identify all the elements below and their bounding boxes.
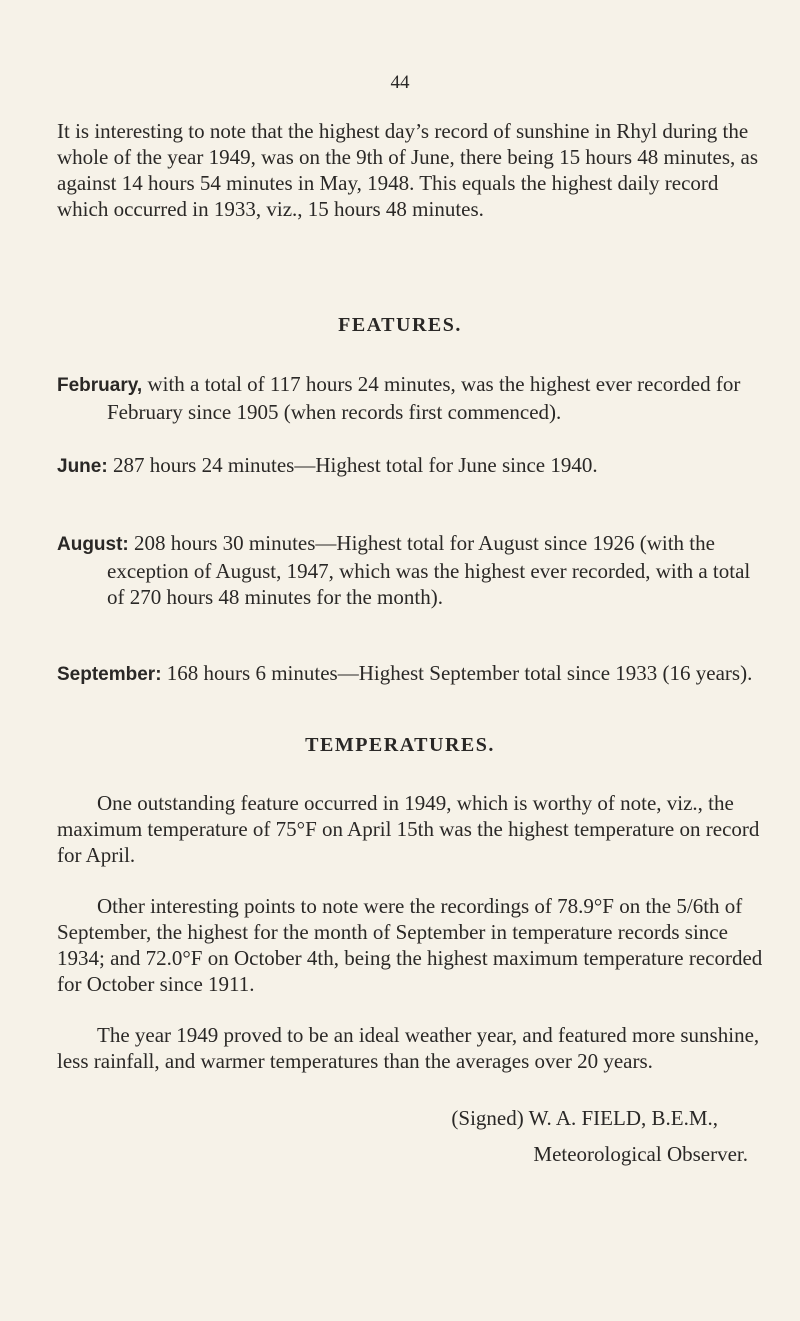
- summary-paragraph: The year 1949 proved to be an ideal weather year, and featured more sunshine, less rainfall, and warmer temperatures than the averages over 20 years.: [57, 1023, 760, 1073]
- temperature-paragraph: One outstanding feature occurred in 1949, which is worthy of note, viz., the maximum temperature of 75°F on April 15th was the highest temperature on record for April.: [57, 791, 760, 867]
- feature-text: 168 hours 6 minutes—Highest September total since 1933 (16 years).: [161, 661, 753, 685]
- feature-label: June:: [57, 456, 108, 477]
- temperatures-heading: TEMPERATURES.: [305, 734, 495, 756]
- feature-entry-june: [57, 452, 772, 480]
- feature-text: 208 hours 30 minutes—Highest total for August since 1926 (with the exception of August, 1947, which was the highest ever recorded, with a total of 270 hours 48 minutes for the month).: [107, 531, 751, 609]
- feature-text: 287 hours 24 minutes—Highest total for June since 1940.: [107, 453, 598, 477]
- features-heading: FEATURES.: [338, 314, 462, 336]
- feature-label: February,: [57, 375, 143, 396]
- signature-block: [0, 1100, 748, 1172]
- signature-name: (Signed) W. A. FIELD, B.E.M.,: [451, 1106, 718, 1130]
- intro-paragraph: It is interesting to note that the highest day’s record of sunshine in Rhyl during the whole of the year 1949, was on the 9th of June, there being 15 hours 48 minutes, as against 14 hours 54 minutes in May, 1948. This equals the highest daily record which occurred in 1933, viz., 15 hours 48 minutes.: [57, 119, 759, 221]
- feature-entry-september: [57, 660, 772, 688]
- feature-entry-august: [57, 530, 772, 610]
- feature-text: with a total of 117 hours 24 minutes, was the highest ever recorded for February since 1905 (when records first commenced).: [107, 372, 741, 424]
- feature-label: September:: [57, 664, 162, 685]
- temperature-paragraph: Other interesting points to note were the recordings of 78.9°F on the 5/6th of September, the highest for the month of September in temperature records since 1934; and 72.0°F on October 4th, being the highest maximum temperature recorded for October since 1911.: [57, 894, 763, 996]
- feature-label: August:: [57, 534, 129, 555]
- signature-title: Meteorological Observer.: [533, 1142, 748, 1166]
- feature-entry-february: [57, 371, 772, 425]
- page-number: 44: [390, 72, 410, 93]
